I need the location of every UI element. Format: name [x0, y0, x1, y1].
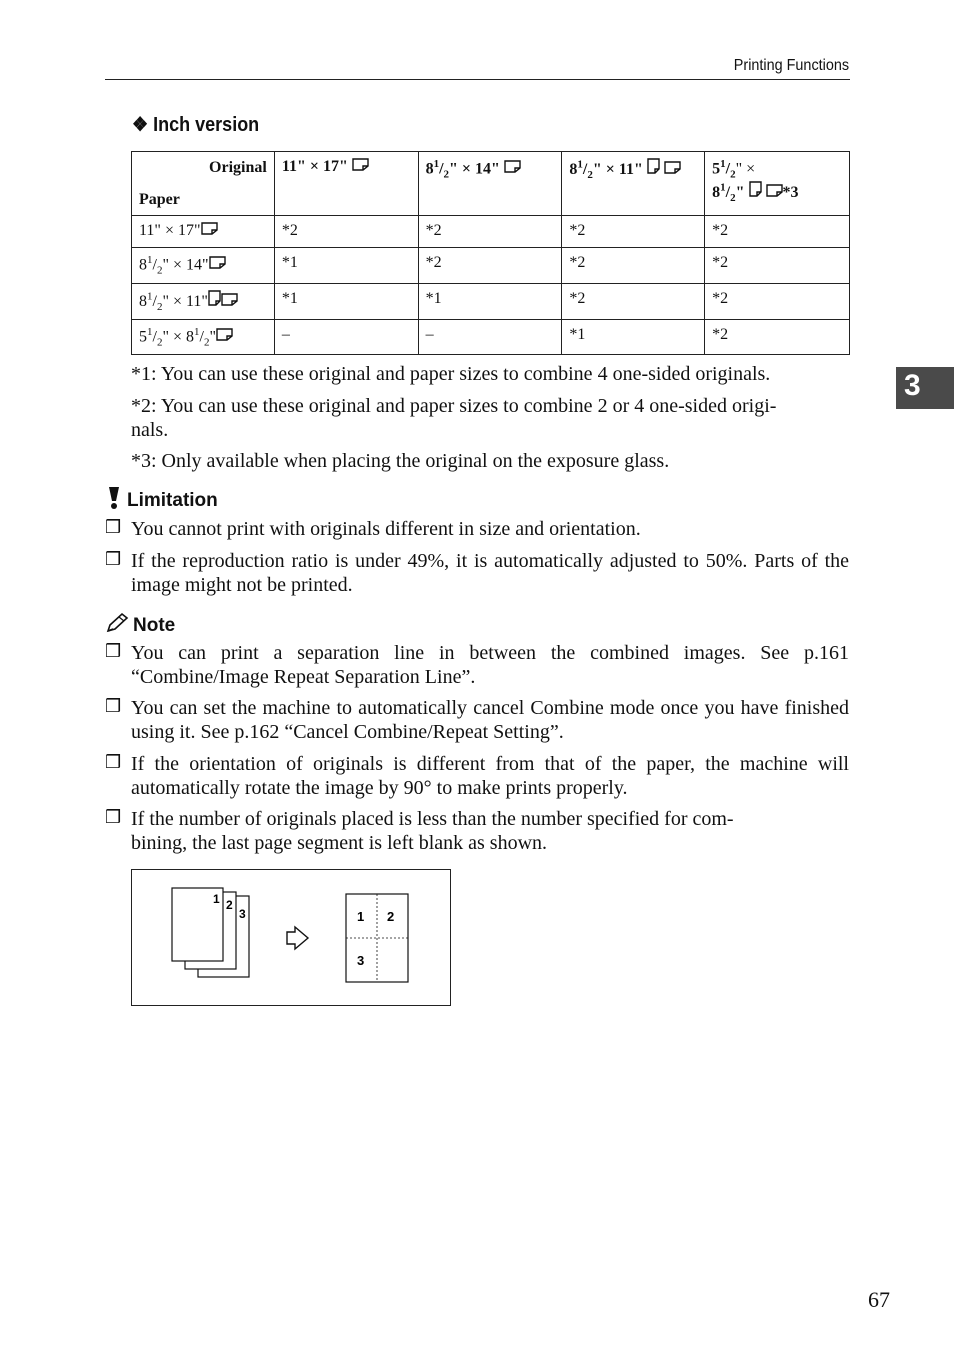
table-cell: –: [274, 319, 418, 355]
landscape-orientation-icon: [221, 293, 238, 306]
result-label-1: 1: [357, 909, 365, 924]
fraction-den: 2: [730, 191, 736, 204]
chapter-tab: [896, 367, 954, 409]
column-header-whole: 8: [425, 160, 434, 178]
table-cell: –: [418, 319, 562, 355]
table-cell: *2: [705, 248, 850, 284]
note-item: If the number of originals placed is less than the number specified for com- bining, the last page segment is left blank as shown.: [131, 808, 734, 854]
stack-label-2: 2: [226, 898, 233, 912]
diamond-bullet-icon: ❖: [132, 114, 149, 136]
column-header-tail: " × 14": [449, 160, 500, 178]
row-label-tail: " × 11": [162, 292, 208, 310]
table-cell: *2: [705, 319, 850, 355]
table-cell: *2: [562, 248, 705, 284]
column-header: $8^1/_2$" × 11": [562, 152, 705, 216]
column-header-text: 11" × 17": [281, 158, 348, 175]
note-item: You can print a separation line in between the combined images. See p.161 “Combine/Image Repeat Separation Line”.: [131, 642, 849, 688]
header-rule: [105, 79, 850, 80]
fraction-den: 2: [730, 168, 736, 181]
table-corner-cell: [132, 152, 275, 216]
exclamation-icon: [105, 486, 123, 510]
portrait-orientation-icon: [647, 158, 660, 174]
row-label-tail: ": [209, 328, 216, 346]
landscape-orientation-icon: [504, 160, 521, 173]
section-title: Inch version: [153, 114, 260, 136]
column-header-tail: " ×: [735, 160, 756, 178]
stack-label-1: 1: [213, 892, 220, 906]
checkbox-bullet-icon: ❒: [105, 641, 122, 661]
row-label: $8^1/_2$" × 14": [132, 248, 275, 284]
table-cell: *2: [562, 216, 705, 248]
page-number: 67: [868, 1287, 890, 1312]
fraction-num: 1: [720, 158, 726, 170]
column-header-whole: 8: [569, 161, 578, 178]
fraction-num: 1: [577, 158, 583, 171]
column-header-tail: ": [735, 183, 745, 201]
landscape-orientation-icon: [664, 161, 681, 174]
checkbox-bullet-icon: ❒: [105, 752, 122, 772]
checkbox-bullet-icon: ❒: [105, 696, 122, 716]
column-header: [274, 152, 418, 216]
row-label-mid: " × 8: [162, 328, 195, 346]
column-header-whole: 8: [712, 183, 721, 201]
landscape-orientation-icon: [766, 184, 783, 197]
stack-label-3: 3: [239, 907, 246, 921]
fraction-den: 2: [587, 169, 593, 182]
note-title: Note: [133, 615, 176, 636]
pencil-icon: [105, 612, 129, 634]
landscape-orientation-icon: [209, 256, 226, 269]
size-combination-table: [131, 151, 850, 355]
table-cell: *2: [274, 216, 418, 248]
portrait-orientation-icon: [208, 290, 221, 306]
combine-illustration: [131, 869, 451, 1006]
table-cell: *1: [562, 319, 705, 355]
checkbox-bullet-icon: ❒: [105, 807, 122, 827]
row-label: [132, 216, 275, 248]
limitation-heading: [105, 486, 218, 512]
limitation-title: Limitation: [127, 490, 218, 511]
fraction-den: 2: [156, 300, 163, 313]
fraction-num: 1: [194, 325, 200, 338]
note-heading: [105, 612, 175, 637]
limitation-item: If the reproduction ratio is under 49%, it is automatically adjusted to 50%. Parts of the image might not be printed.: [131, 550, 849, 596]
fraction-den: 2: [156, 264, 163, 277]
table-cell: *1: [274, 283, 418, 319]
result-label-2: 2: [387, 909, 395, 924]
column-header-whole: 5: [712, 160, 721, 178]
table-cell: *2: [705, 216, 850, 248]
combine-diagram: [132, 870, 450, 1005]
running-header: Printing Functions: [733, 57, 849, 74]
row-label: $5^1/_2$" × $8^1/_2$": [132, 319, 275, 355]
corner-original-label: Original: [209, 159, 267, 176]
checkbox-bullet-icon: ❒: [105, 549, 122, 569]
fraction-num: 1: [147, 290, 153, 303]
fraction-num: 1: [720, 181, 726, 194]
fraction-num: 1: [147, 254, 153, 266]
column-header: $5^1/_2$" × $8^1/_2$" *3: [705, 152, 850, 216]
footnote-1: *1: You can use these original and paper sizes to combine 4 one-sided originals.: [131, 363, 771, 385]
footnote-3: *3: Only available when placing the original on the exposure glass.: [131, 450, 670, 472]
table-cell: *1: [274, 248, 418, 284]
fraction-den: 2: [203, 336, 210, 349]
row-label: $8^1/_2$" × 11": [132, 283, 275, 319]
table-cell: *2: [562, 283, 705, 319]
fraction-num: 1: [147, 325, 153, 338]
footnote-2: *2: You can use these original and paper sizes to combine 2 or 4 one-sided origi- nals.: [131, 395, 777, 441]
landscape-orientation-icon: [201, 222, 218, 235]
chapter-number: 3: [904, 369, 921, 402]
checkbox-bullet-icon: ❒: [105, 517, 122, 537]
column-header-tail: " × 11": [592, 161, 643, 178]
table-cell: *2: [418, 248, 562, 284]
fraction-den: 2: [443, 168, 450, 181]
fraction-num: 1: [433, 158, 440, 170]
row-label-whole: 8: [139, 292, 147, 310]
column-header: $8^1/_2$" × 14": [418, 152, 562, 216]
result-label-3: 3: [357, 953, 365, 968]
row-label-tail: " × 14": [162, 256, 209, 274]
table-cell: *1: [418, 283, 562, 319]
right-arrow-icon: [287, 927, 308, 949]
portrait-orientation-icon: [749, 181, 762, 197]
note-item: If the orientation of originals is different from that of the paper, the machine will automatically rotate the image by 90° to make prints properly.: [131, 753, 849, 799]
table-cell: *2: [418, 216, 562, 248]
fraction-den: 2: [156, 336, 163, 349]
row-label-whole: 5: [139, 328, 147, 346]
row-label-whole: 8: [139, 256, 147, 274]
footnote-ref: *3: [782, 183, 799, 201]
landscape-orientation-icon: [352, 158, 369, 171]
note-item: You can set the machine to automatically cancel Combine mode once you have finished using it. See p.162 “Cancel Combine/Repeat Setting”.: [131, 697, 849, 743]
row-label-text: 11" × 17": [139, 222, 201, 239]
section-heading: [132, 112, 259, 137]
landscape-orientation-icon: [216, 328, 233, 341]
limitation-item: You cannot print with originals different in size and orientation.: [131, 518, 641, 540]
table-cell: *2: [705, 283, 850, 319]
corner-paper-label: Paper: [139, 191, 180, 208]
